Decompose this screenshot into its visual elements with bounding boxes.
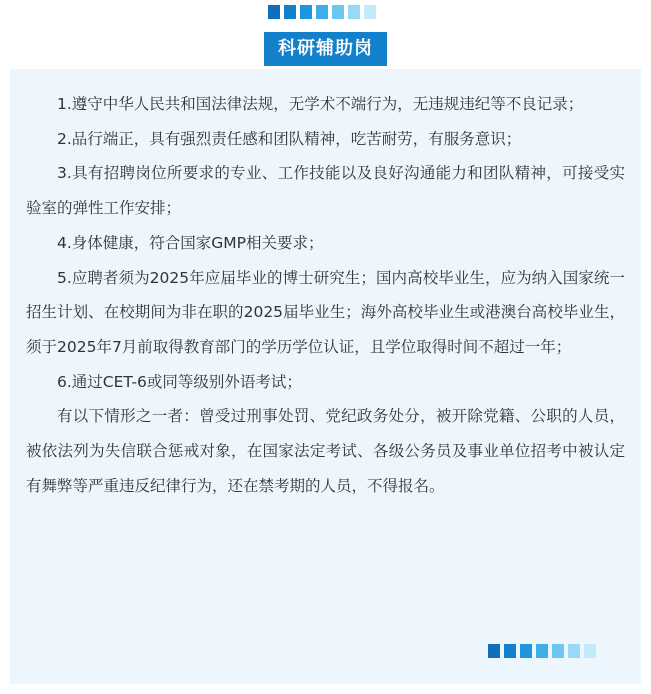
decor-square — [488, 644, 500, 658]
requirement-item: 3.具有招聘岗位所要求的专业、工作技能以及良好沟通能力和团队精神，可接受实验室的弹性工作安排； — [26, 164, 625, 218]
decor-square — [300, 5, 312, 19]
requirement-item: 2.品行端正，具有强烈责任感和团队精神，吃苦耐劳，有服务意识； — [57, 129, 522, 148]
bottom-decoration — [488, 644, 596, 658]
decor-square — [268, 5, 280, 19]
requirement-item: 6.通过CET-6或同等级别外语考试； — [57, 372, 302, 391]
requirement-item: 5.应聘者须为2025年应届毕业的博士研究生；国内高校毕业生，应为纳入国家统一招生计划、在校期间为非在职的2025届毕业生；海外高校毕业生或港澳台高校毕业生，须于2025年7月前取得教育部门的学历学位认证，且学位取得时间不超过一年； — [26, 268, 625, 356]
top-decoration — [268, 5, 376, 19]
decor-square — [332, 5, 344, 19]
section-title: 科研辅助岗 — [264, 32, 387, 66]
requirement-item: 1.遵守中华人民共和国法律法规，无学术不端行为，无违规违纪等不良记录； — [57, 95, 584, 113]
disqualification-note: 有以下情形之一者：曾受过刑事处罚、党纪政务处分，被开除党籍、公职的人员，被依法列为失信联合惩戒对象，在国家法定考试、各级公务员及事业单位招考中被认定有舞弊等严重违反纪律行为，还在禁考期的人员，不得报名。 — [26, 407, 625, 495]
requirement-item: 4.身体健康，符合国家GMP相关要求； — [57, 233, 324, 252]
decor-square — [584, 644, 596, 658]
decor-square — [520, 644, 532, 658]
decor-square — [348, 5, 360, 19]
decor-square — [568, 644, 580, 658]
decor-square — [504, 644, 516, 658]
decor-square — [552, 644, 564, 658]
decor-square — [364, 5, 376, 19]
title-container — [0, 32, 651, 66]
requirements-panel — [10, 69, 641, 684]
decor-square — [284, 5, 296, 19]
decor-square — [536, 644, 548, 658]
decor-square — [316, 5, 328, 19]
